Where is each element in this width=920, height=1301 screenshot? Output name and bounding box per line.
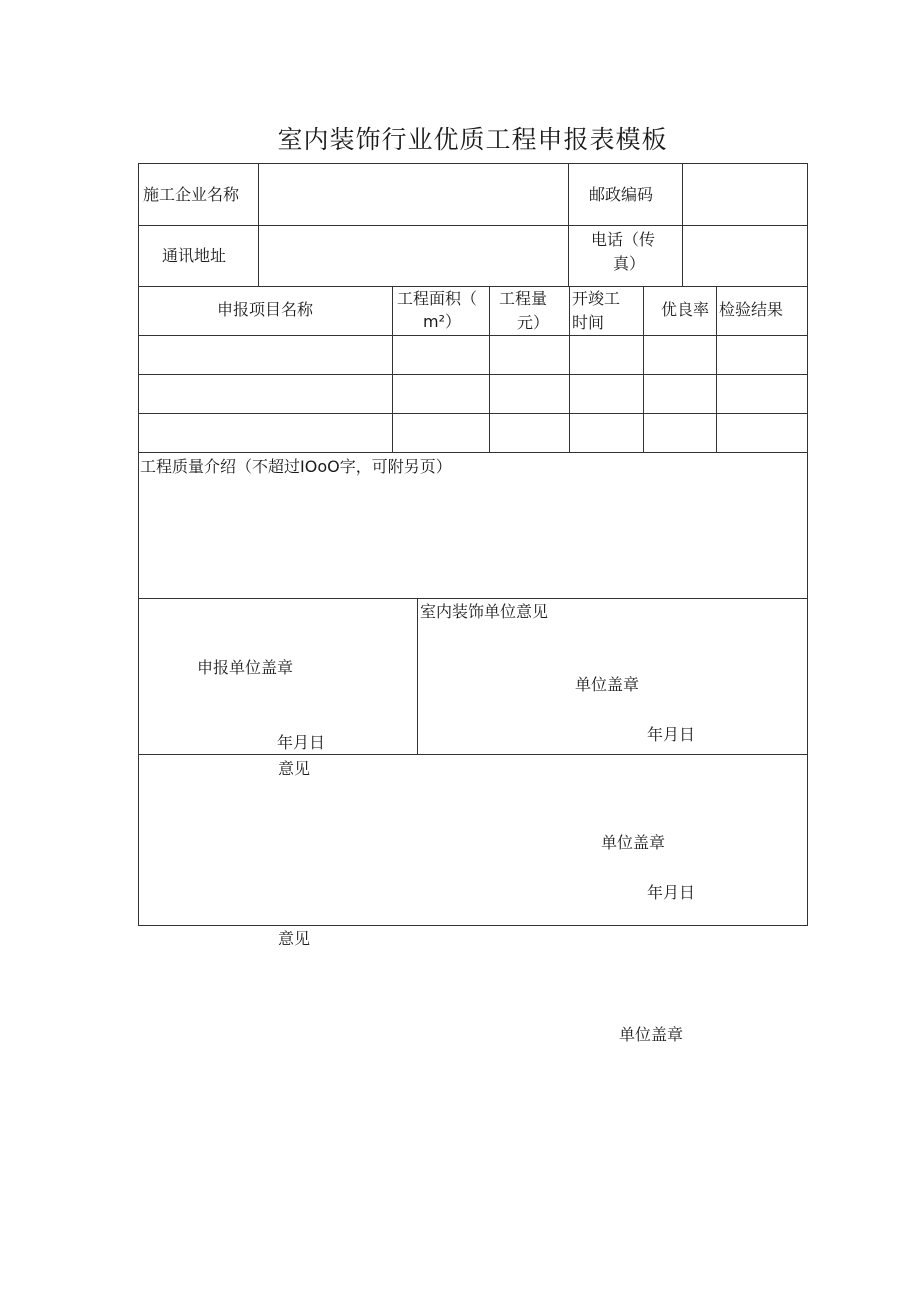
- row-divider: [138, 598, 807, 599]
- decoration-unit-opinion-label: 室内装饰单位意见: [420, 602, 549, 621]
- applicant-seal-label: 申报单位盖章: [197, 658, 294, 677]
- col-divider: [489, 286, 490, 452]
- area-header-line1: 工程面积（: [397, 289, 478, 308]
- applicant-date-label: 年月日: [277, 733, 326, 752]
- col-divider: [568, 163, 569, 286]
- row-divider: [138, 374, 807, 375]
- col-divider: [643, 286, 644, 452]
- rate-header: 优良率: [661, 300, 710, 319]
- col-divider: [417, 598, 418, 754]
- amount-header-line2: 元）: [517, 313, 550, 332]
- unit-seal-label: 单位盖章: [619, 1025, 684, 1044]
- project-name-header: 申报项目名称: [216, 300, 313, 319]
- row-divider: [138, 225, 807, 226]
- phone-label-line1: 电话（传: [591, 230, 656, 249]
- form-table: [138, 163, 808, 926]
- unit-seal-label: 单位盖章: [601, 833, 666, 852]
- decoration-unit-date-label: 年月日: [647, 725, 696, 744]
- company-name-label: 施工企业名称: [143, 185, 240, 204]
- time-header-line2: 时间: [572, 313, 605, 332]
- opinion-label: 意见: [278, 759, 311, 778]
- row-divider: [138, 286, 807, 287]
- result-header: 检验结果: [719, 300, 784, 319]
- col-divider: [569, 286, 570, 452]
- amount-header-line1: 工程量: [499, 289, 548, 308]
- col-divider: [716, 286, 717, 452]
- col-divider: [258, 163, 259, 286]
- time-header-line1: 开竣工: [572, 289, 621, 308]
- phone-label-line2: 真）: [613, 254, 646, 273]
- page-title: 室内装饰行业优质工程申报表模板: [277, 125, 668, 154]
- quality-intro-label: 工程质量介绍（不超过IOoO字，可附另页）: [140, 457, 452, 476]
- col-divider: [392, 286, 393, 452]
- postal-code-label: 邮政编码: [589, 185, 654, 204]
- row-divider: [138, 452, 807, 453]
- decoration-unit-seal-label: 单位盖章: [575, 675, 640, 694]
- opinion-label: 意见: [278, 929, 311, 948]
- col-divider: [682, 163, 683, 286]
- row-divider: [138, 413, 807, 414]
- row-divider: [138, 754, 807, 755]
- address-label: 通讯地址: [162, 246, 227, 265]
- row-divider: [138, 335, 807, 336]
- unit-date-label: 年月日: [647, 883, 696, 902]
- area-header-line2: m²）: [423, 312, 462, 331]
